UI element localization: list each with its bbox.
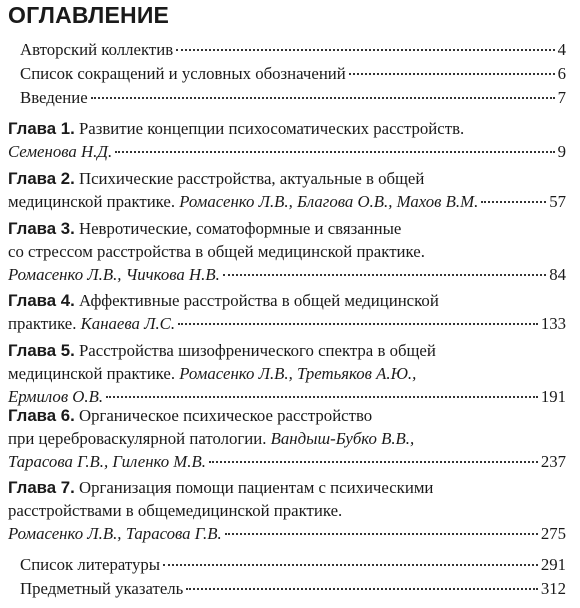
entry-title: Введение bbox=[20, 88, 88, 107]
toc-entry-chapter-3[interactable] bbox=[8, 217, 566, 286]
chapter-authors: Тарасова Г.В., Гиленко М.В. bbox=[8, 452, 206, 471]
toc-entry-authors[interactable] bbox=[20, 38, 566, 61]
entry-title: Предметный указатель bbox=[20, 579, 184, 598]
chapter-title: Расстройства шизофренического спектра в общей bbox=[78, 341, 436, 360]
toc-entry-chapter-5[interactable] bbox=[8, 339, 566, 408]
toc-entry-abbreviations[interactable] bbox=[20, 62, 566, 85]
chapter-title-cont: практике. bbox=[8, 314, 77, 333]
page-number: 191 bbox=[540, 387, 566, 406]
toc-entry-subject-index[interactable] bbox=[20, 577, 566, 600]
entry-title: Список литературы bbox=[20, 555, 161, 574]
chapter-authors: Ромасенко Л.В., Благова О.В., Махов В.М. bbox=[179, 192, 479, 211]
chapter-label: Глава 7. bbox=[8, 478, 75, 497]
toc-entry-chapter-7[interactable] bbox=[8, 476, 566, 545]
dot-leader bbox=[91, 96, 555, 99]
page-number: 237 bbox=[540, 452, 566, 471]
chapter-title: Аффективные расстройства в общей медицинской bbox=[78, 291, 439, 310]
chapter-label: Глава 3. bbox=[8, 219, 75, 238]
dot-leader bbox=[225, 532, 538, 535]
dot-leader bbox=[178, 322, 538, 325]
chapter-authors-first: Вандыш-Бубко В.В., bbox=[270, 429, 415, 448]
chapter-title: Психические расстройства, актуальные в общей bbox=[78, 169, 425, 188]
page-number: 312 bbox=[540, 579, 566, 598]
dot-leader bbox=[115, 150, 554, 153]
page-number: 57 bbox=[549, 192, 566, 211]
chapter-title-cont: при цереброваскулярной патологии. bbox=[8, 429, 267, 448]
page-number: 291 bbox=[540, 555, 566, 574]
toc-entry-chapter-2[interactable] bbox=[8, 167, 566, 213]
dot-leader bbox=[481, 200, 546, 203]
toc-entry-chapter-1[interactable] bbox=[8, 117, 566, 163]
toc-entry-chapter-4[interactable] bbox=[8, 289, 566, 335]
chapter-title-line2: расстройствами в общемедицинской практике. bbox=[8, 501, 343, 520]
dot-leader bbox=[209, 460, 538, 463]
chapter-label: Глава 5. bbox=[8, 341, 75, 360]
toc-entry-introduction[interactable] bbox=[20, 86, 566, 109]
page-title: ОГЛАВЛЕНИЕ bbox=[8, 2, 170, 28]
dot-leader bbox=[186, 587, 538, 590]
page-number: 6 bbox=[557, 64, 566, 83]
chapter-authors: Семенова Н.Д. bbox=[8, 142, 113, 161]
chapter-label: Глава 6. bbox=[8, 406, 75, 425]
toc-entry-chapter-6[interactable] bbox=[8, 404, 566, 473]
chapter-authors: Канаева Л.С. bbox=[80, 314, 176, 333]
chapter-authors: Ермилов О.В. bbox=[8, 387, 104, 406]
dot-leader bbox=[223, 273, 546, 276]
chapter-title: Развитие концепции психосоматических расстройств. bbox=[78, 119, 465, 138]
page-number: 84 bbox=[549, 265, 566, 284]
dot-leader bbox=[349, 72, 555, 75]
chapter-authors-first: Ромасенко Л.В., Третьяков А.Ю., bbox=[179, 364, 417, 383]
dot-leader bbox=[176, 48, 554, 51]
chapter-authors: Ромасенко Л.В., Чичкова Н.В. bbox=[8, 265, 220, 284]
page-number: 7 bbox=[557, 88, 566, 107]
chapter-title: Организация помощи пациентам с психическими bbox=[78, 478, 434, 497]
chapter-title: Органическое психическое расстройство bbox=[78, 406, 373, 425]
dot-leader bbox=[163, 563, 538, 566]
chapter-authors: Ромасенко Л.В., Тарасова Г.В. bbox=[8, 524, 222, 543]
chapter-title-line2: со стрессом расстройства в общей медицинской практике. bbox=[8, 242, 425, 261]
chapter-title: Невротические, соматоформные и связанные bbox=[78, 219, 402, 238]
toc-entry-references[interactable] bbox=[20, 553, 566, 576]
entry-title: Авторский коллектив bbox=[20, 40, 174, 59]
entry-title: Список сокращений и условных обозначений bbox=[20, 64, 346, 83]
page-number: 4 bbox=[557, 40, 566, 59]
page-number: 275 bbox=[540, 524, 566, 543]
dot-leader bbox=[106, 395, 538, 398]
chapter-title-cont: медицинской практике. bbox=[8, 364, 176, 383]
page-number: 133 bbox=[540, 314, 566, 333]
chapter-title-cont: медицинской практике. bbox=[8, 192, 176, 211]
chapter-label: Глава 4. bbox=[8, 291, 75, 310]
chapter-label: Глава 2. bbox=[8, 169, 75, 188]
page-number: 9 bbox=[557, 142, 566, 161]
chapter-label: Глава 1. bbox=[8, 119, 75, 138]
